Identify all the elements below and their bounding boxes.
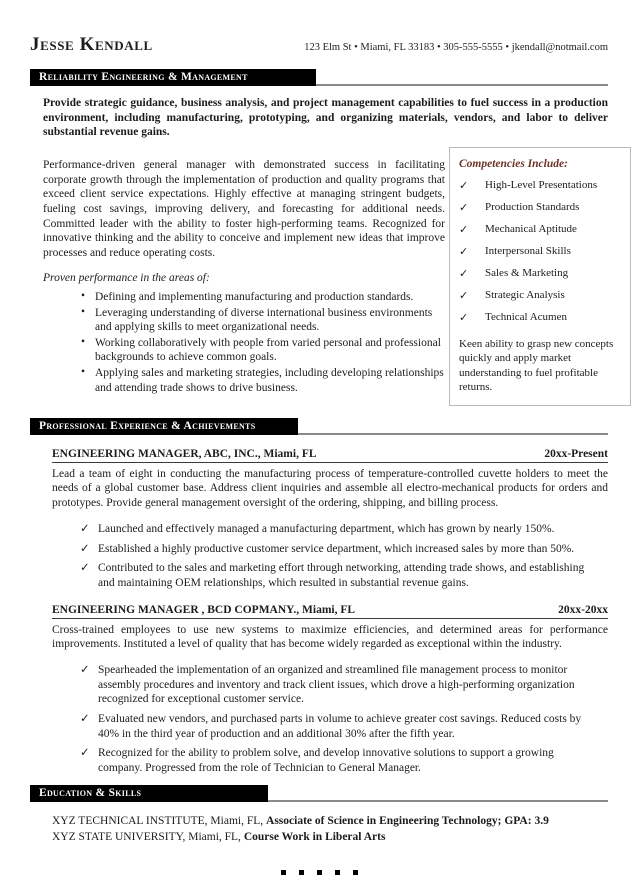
job-achievement-text: Recognized for the ability to problem solve, and develop innovative solutions to support a growing company. Progressed from the role of Technician to General Manager. — [98, 747, 554, 774]
job-achievement-item — [52, 663, 608, 707]
check-icon: ✓ — [459, 245, 469, 258]
footer-square-mark — [299, 870, 304, 875]
bullet-icon: • — [81, 335, 86, 348]
job2-title: ENGINEERING MANAGER , BCD COPMANY., Miami, FL — [52, 603, 356, 616]
contact-line: 123 Elm St • Miami, FL 33183 • 305-555-5555 • jkendall@notmail.com — [304, 42, 608, 53]
summary-paragraph: Performance-driven general manager with demonstrated success in facilitating corporate growth through the implementation of production and quality programs that exceed client service expectations. Highly effective at managing stringent budgets, fueling cost savings, improving delivery, and forecasting for additional needs. Committed leader with the ability to foster high-performing teams. Recognized for innovative thinking and the ability to conceive and implement new ideas that improve processes and reduce operating costs. — [43, 159, 445, 259]
competency-label: Interpersonal Skills — [485, 244, 571, 257]
section-header-experience — [30, 418, 608, 435]
education-school: XYZ STATE UNIVERSITY, Miami, FL, — [52, 831, 241, 844]
header — [30, 34, 608, 56]
check-icon: ✓ — [80, 523, 90, 536]
competency-label: Production Standards — [485, 200, 580, 213]
competency-item — [459, 223, 622, 236]
competency-item — [459, 179, 622, 192]
summary-bullet-text: Defining and implementing manufacturing and production standards. — [95, 290, 414, 303]
footer-square-mark — [281, 870, 286, 875]
check-icon: ✓ — [80, 747, 90, 760]
section-title-experience: Professional Experience & Achievements — [30, 418, 298, 435]
job-achievement-item — [52, 746, 608, 775]
job-block-1 — [52, 448, 608, 591]
competency-item — [459, 289, 622, 302]
section-header-education — [30, 785, 608, 802]
education-line — [52, 813, 608, 829]
summary-intro: Provide strategic guidance, business analysis, and project management capabilities to fuel success in a production environment, including manufacturing, prototyping, and organizing materials, vendors, and labor to deliver substantial revenue gains. — [43, 97, 608, 139]
section-rule — [268, 800, 608, 802]
footer-square-mark — [353, 870, 358, 875]
competency-label: Sales & Marketing — [485, 266, 569, 279]
check-icon: ✓ — [459, 311, 469, 324]
job-achievement-item — [52, 542, 608, 557]
competency-item — [459, 201, 622, 214]
bullet-icon: • — [81, 365, 86, 378]
summary-bullet-item — [43, 306, 445, 335]
summary-bullet-item — [43, 366, 445, 395]
competency-item — [459, 245, 622, 258]
job1-header — [52, 448, 608, 463]
bullet-icon: • — [81, 289, 86, 302]
summary-bullet-text: Applying sales and marketing strategies, including developing relationships and attending trade shows to drive business. — [95, 366, 444, 394]
check-icon: ✓ — [80, 542, 90, 555]
bullet-icon: • — [81, 305, 86, 318]
job1-dates: 20xx-Present — [544, 447, 608, 460]
section-header-reliability — [30, 69, 608, 86]
job2-header — [52, 604, 608, 619]
footer-marks — [30, 870, 608, 875]
competencies-title: Competencies Include: — [459, 157, 568, 170]
competencies-box — [449, 147, 631, 406]
competencies-list — [459, 179, 622, 324]
job-achievement-item — [52, 522, 608, 537]
section-title-reliability: Reliability Engineering & Management — [30, 69, 316, 86]
footer-square-mark — [335, 870, 340, 875]
check-icon: ✓ — [80, 664, 90, 677]
check-icon: ✓ — [80, 562, 90, 575]
job2-summary: Cross-trained employees to use new systems to maximize efficiencies, and determined areas for performance improvements. Instituted a level of quality that has become widely regarded as exceptional within the industry. — [52, 623, 608, 651]
check-icon: ✓ — [459, 201, 469, 214]
job2-bullet-list — [52, 663, 608, 775]
check-icon: ✓ — [459, 223, 469, 236]
footer-square-mark — [317, 870, 322, 875]
competency-item — [459, 267, 622, 280]
education-degree: Associate of Science in Engineering Technology; GPA: 3.9 — [266, 815, 549, 828]
summary-bullet-text: Leveraging understanding of diverse international business environments and applying skills to meet organizational needs. — [95, 306, 433, 334]
job1-title: ENGINEERING MANAGER, ABC, INC., Miami, FL — [52, 447, 317, 460]
education-school: XYZ TECHNICAL INSTITUTE, Miami, FL, — [52, 815, 264, 828]
job-block-2 — [52, 604, 608, 776]
candidate-name: Jesse Kendall — [30, 34, 153, 55]
summary-bullet-list — [43, 290, 445, 395]
job-achievement-text: Evaluated new vendors, and purchased parts in volume to achieve greater cost savings. Reduced costs by 40% in the third year of production and an additional 30% after the fifth year. — [98, 712, 582, 740]
competency-label: Strategic Analysis — [485, 288, 565, 301]
summary-bullet-text: Working collaboratively with people from varied personal and professional backgrounds to achieve common goals. — [95, 336, 441, 364]
education-block — [52, 813, 608, 845]
section-rule — [298, 433, 608, 435]
competency-label: Technical Acumen — [485, 310, 568, 323]
job-achievement-item — [52, 561, 608, 590]
job2-dates: 20xx-20xx — [558, 603, 608, 616]
summary-column — [43, 147, 445, 406]
check-icon: ✓ — [459, 267, 469, 280]
job-achievement-text: Contributed to the sales and marketing effort through networking, attending trade shows, and establishing and maintaining OEM relationships, which resulted in substantial revenue gains. — [98, 562, 585, 589]
summary-bullet-item — [43, 290, 445, 305]
competencies-note: Keen ability to grasp new concepts quickly and apply market understanding to fuel profitable returns. — [459, 337, 614, 394]
summary-bullet-item — [43, 336, 445, 365]
education-degree: Course Work in Liberal Arts — [243, 831, 386, 844]
job1-summary: Lead a team of eight in conducting the manufacturing process of temperature-controlled cuvette holders to meet the needs of a global customer base. Address client inquiries and assemble all electro-mechanical products for orders and prototypes. Provide general management oversight of the ordering, shipping, and billing process. — [52, 467, 608, 510]
job1-bullet-list — [52, 522, 608, 590]
competency-item — [459, 311, 622, 324]
check-icon: ✓ — [459, 179, 469, 192]
education-line — [52, 829, 608, 845]
competency-label: Mechanical Aptitude — [485, 222, 577, 235]
section-title-education: Education & Skills — [30, 785, 268, 802]
section-rule — [316, 84, 608, 86]
check-icon: ✓ — [80, 712, 90, 725]
job-achievement-text: Spearheaded the implementation of an organized and streamlined file management process to monitor assembly procedures and inventory and track client issues, which drove a high-performing organization recognized for exceptional customer service. — [98, 664, 575, 706]
job-achievement-text: Launched and effectively managed a manufacturing department, which has grown by nearly 150%. — [98, 523, 555, 536]
job-achievement-item — [52, 712, 608, 741]
job-achievement-text: Established a highly productive customer service department, which increased sales by more than 50%. — [98, 542, 575, 555]
summary-area — [43, 147, 614, 406]
check-icon: ✓ — [459, 289, 469, 302]
competency-label: High-Level Presentations — [485, 178, 598, 191]
proven-performance-label: Proven performance in the areas of: — [43, 271, 210, 284]
